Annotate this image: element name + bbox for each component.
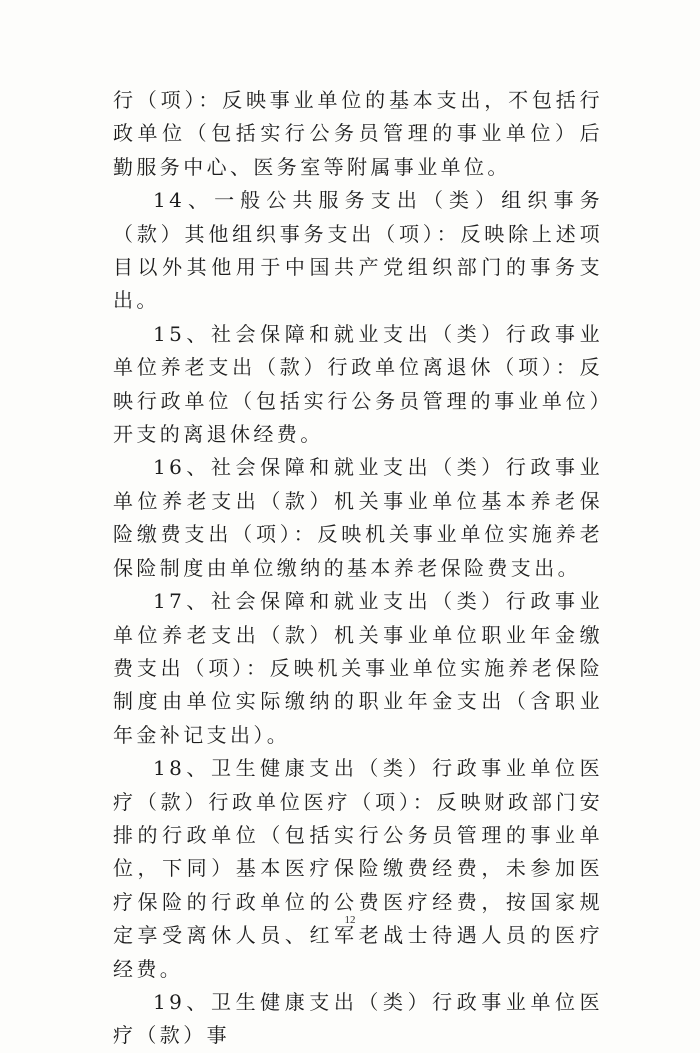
document-body	[113, 84, 603, 1053]
paragraph-item-14: 14、一般公共服务支出（类）组织事务（款）其他组织事务支出（项）：反映除上述项目以外其他用于中国共产党组织部门的事务支出。	[113, 188, 603, 313]
paragraph-item-19: 19、卫生健康支出（类）行政事业单位医疗（款）事	[113, 989, 603, 1048]
paragraph-item-17: 17、社会保障和就业支出（类）行政事业单位养老支出（款）机关事业单位职业年金缴费支出（项）：反映机关事业单位实施养老保险制度由单位实际缴纳的职业年金支出（含职业年金补记支出）。	[113, 589, 603, 747]
paragraph-continuation: 行（项）：反映事业单位的基本支出，不包括行政单位（包括实行公务员管理的事业单位）后勤服务中心、医务室等附属事业单位。	[113, 88, 603, 179]
page-number: 12	[344, 914, 356, 926]
paragraph-item-15: 15、社会保障和就业支出（类）行政事业单位养老支出（款）行政单位离退休（项）：反映行政单位（包括实行公务员管理的事业单位）开支的离退休经费。	[113, 321, 603, 447]
paragraph-item-16: 16、社会保障和就业支出（类）行政事业单位养老支出（款）机关事业单位基本养老保险缴费支出（项）：反映机关事业单位实施养老保险制度由单位缴纳的基本养老保险费支出。	[113, 455, 603, 580]
paragraph-item-18: 18、卫生健康支出（类）行政事业单位医疗（款）行政单位医疗（项）：反映财政部门安排的行政单位（包括实行公务员管理的事业单位，下同）基本医疗保险缴费经费，未参加医疗保险的行政单位的公费医疗经费，按国家规定享受离休人员、红军老战士待遇人员的医疗经费。	[113, 756, 603, 981]
